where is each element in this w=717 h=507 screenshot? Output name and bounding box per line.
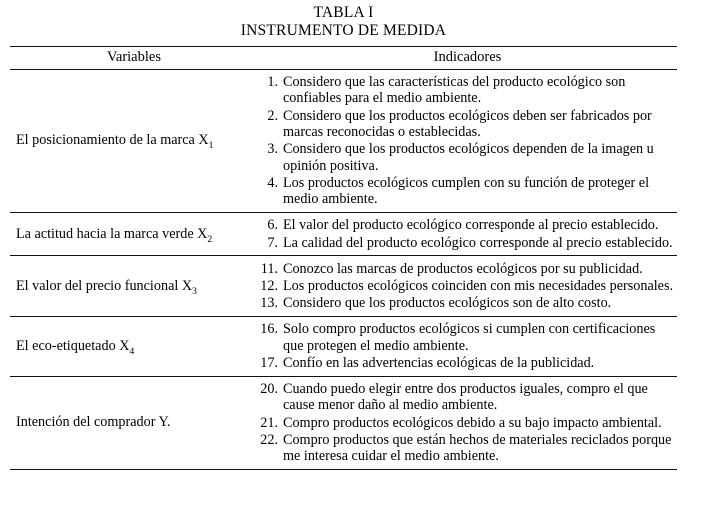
variable-label-text: El valor del precio funcional X bbox=[16, 277, 193, 294]
indicator-item bbox=[258, 278, 675, 295]
indicator-item bbox=[258, 414, 675, 431]
indicator-text: Confío en las advertencias ecológicas de la publicidad. bbox=[283, 354, 595, 371]
variable-label-subscript: 1 bbox=[208, 140, 214, 152]
indicator-item bbox=[258, 74, 675, 108]
table-body bbox=[10, 69, 677, 469]
measure-instrument-table bbox=[10, 46, 677, 470]
indicator-number: 17. bbox=[260, 354, 278, 371]
indicator-list-cell bbox=[258, 316, 677, 376]
indicator-list-cell bbox=[258, 213, 677, 256]
indicator-text: Compro productos ecológicos debido a su bajo impacto ambiental. bbox=[283, 414, 662, 431]
variable-label-text: La actitud hacia la marca verde X bbox=[16, 225, 208, 242]
indicator-number: 12. bbox=[260, 277, 278, 294]
table-row bbox=[10, 213, 677, 256]
variable-label-subscript: 3 bbox=[192, 285, 197, 297]
variable-label-text: El eco-etiquetado X bbox=[16, 337, 130, 354]
indicator-item bbox=[258, 295, 675, 312]
table-row bbox=[10, 256, 677, 316]
indicator-list bbox=[258, 217, 675, 251]
indicator-text: El valor del producto ecológico corresponde al precio establecido. bbox=[283, 217, 659, 234]
indicator-item bbox=[258, 260, 675, 277]
indicator-text: Considero que los productos ecológicos dependen de la imagen u opinión positiva. bbox=[283, 141, 654, 174]
indicator-number: 3. bbox=[267, 141, 278, 158]
indicator-number: 13. bbox=[260, 294, 278, 311]
indicator-text: Los productos ecológicos coinciden con mis necesidades personales. bbox=[283, 277, 674, 294]
indicator-text: Los productos ecológicos cumplen con su función de proteger el medio ambiente. bbox=[283, 174, 650, 208]
indicator-number: 6. bbox=[267, 217, 278, 234]
indicator-number: 11. bbox=[260, 260, 278, 277]
indicator-list bbox=[258, 260, 675, 311]
table-row bbox=[10, 69, 677, 213]
indicator-list bbox=[258, 321, 675, 372]
table-row bbox=[10, 316, 677, 376]
column-header-variables: Variables bbox=[10, 46, 258, 69]
indicator-item bbox=[258, 431, 675, 465]
table-caption bbox=[10, 4, 677, 41]
table-title: INSTRUMENTO DE MEDIDA bbox=[240, 22, 447, 40]
indicator-number: 22. bbox=[260, 431, 278, 448]
indicator-text: Conozco las marcas de productos ecológicos por su publicidad. bbox=[283, 260, 643, 277]
indicator-item bbox=[258, 381, 675, 415]
variable-label bbox=[10, 256, 258, 316]
indicator-list-cell bbox=[258, 376, 677, 469]
variable-label-text: Intención del comprador Y. bbox=[16, 414, 171, 431]
indicator-item bbox=[258, 354, 675, 371]
indicator-text: La calidad del producto ecológico corresponde al precio establecido. bbox=[283, 234, 673, 251]
variable-label bbox=[10, 376, 258, 469]
indicator-number: 1. bbox=[267, 73, 278, 90]
table-row bbox=[10, 376, 677, 469]
table-header bbox=[10, 46, 677, 69]
indicator-text: Considero que los productos ecológicos son de alto costo. bbox=[283, 294, 612, 311]
indicator-list bbox=[258, 74, 675, 209]
column-header-indicadores: Indicadores bbox=[258, 46, 677, 69]
indicator-text: Cuando puedo elegir entre dos productos iguales, compro el que cause menor daño al medio ambiente. bbox=[283, 380, 648, 414]
variable-label-subscript: 2 bbox=[207, 233, 213, 245]
indicator-text: Compro productos que están hechos de materiales reciclados porque me interesa cuidar el medio ambiente. bbox=[283, 431, 672, 465]
table-number: TABLA I bbox=[313, 4, 374, 21]
indicator-item bbox=[258, 141, 675, 175]
measure-instrument-table-wrapper bbox=[10, 46, 677, 470]
variable-label-text: El posicionamiento de la marca X bbox=[16, 132, 209, 149]
indicator-text: Considero que las características del producto ecológico son confiables para el medio ambiente. bbox=[283, 73, 626, 107]
indicator-list-cell bbox=[258, 256, 677, 316]
variable-label bbox=[10, 213, 258, 256]
indicator-number: 20. bbox=[260, 380, 278, 397]
variable-label bbox=[10, 69, 258, 213]
indicator-item bbox=[258, 175, 675, 209]
indicator-item bbox=[258, 217, 675, 234]
indicator-number: 2. bbox=[267, 107, 278, 124]
indicator-text: Solo compro productos ecológicos si cumplen con certificaciones que protegen el medio ambiente. bbox=[283, 321, 656, 354]
indicator-item bbox=[258, 107, 675, 141]
header-row bbox=[10, 46, 677, 69]
indicator-list-cell bbox=[258, 69, 677, 213]
variable-label bbox=[10, 316, 258, 376]
indicator-list bbox=[258, 381, 675, 465]
variable-label-subscript: 4 bbox=[129, 345, 135, 357]
indicator-number: 4. bbox=[267, 174, 278, 191]
indicator-number: 21. bbox=[260, 414, 278, 431]
indicator-text: Considero que los productos ecológicos deben ser fabricados por marcas reconocidas o establecidas. bbox=[283, 107, 652, 141]
indicator-item bbox=[258, 234, 675, 251]
indicator-number: 16. bbox=[260, 321, 278, 338]
indicator-number: 7. bbox=[267, 234, 278, 251]
indicator-item bbox=[258, 321, 675, 355]
table-page bbox=[0, 4, 717, 507]
